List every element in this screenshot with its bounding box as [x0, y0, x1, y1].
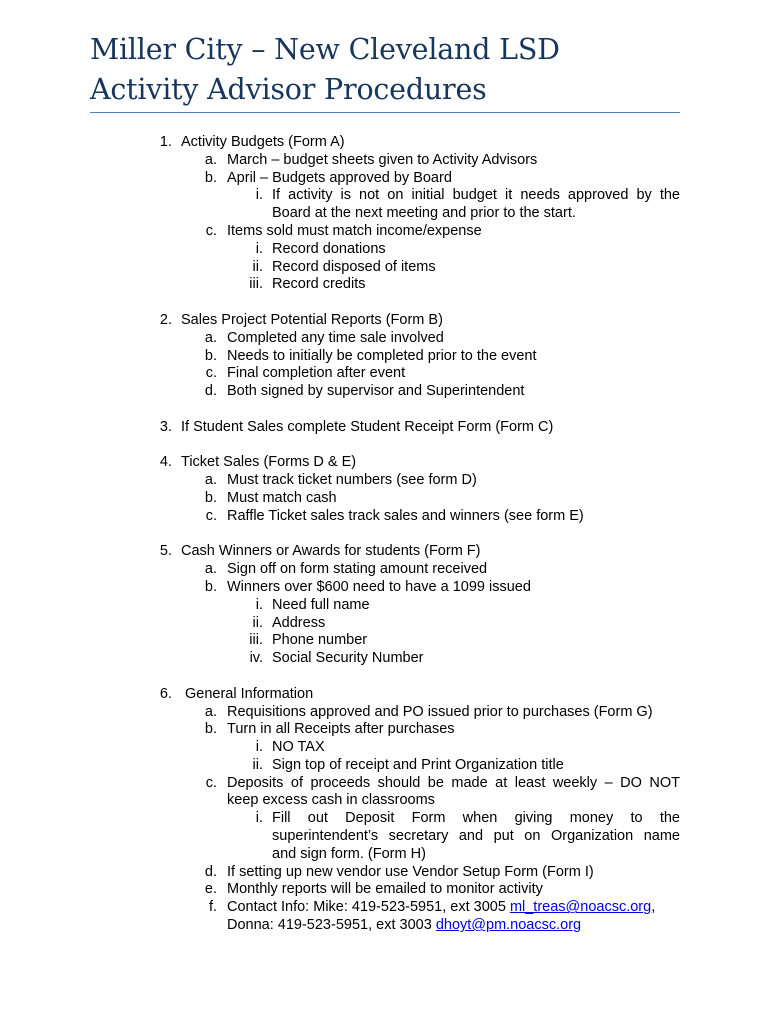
list-letter: a.: [204, 703, 217, 720]
list-item-6c-i-cont2: [0, 846, 770, 864]
list-number: 6.: [159, 685, 172, 702]
list-letter: d.: [204, 863, 217, 880]
list-item-6b: [0, 721, 770, 739]
list-roman: i.: [255, 187, 263, 204]
list-item-6c: [0, 775, 770, 793]
email-link-donna[interactable]: dhoyt@pm.noacsc.org: [435, 917, 582, 934]
list-text: and sign form. (Form H): [272, 845, 426, 862]
list-item-5: [0, 543, 770, 561]
list-item-6c-i: [0, 810, 770, 828]
list-number: 4.: [159, 454, 172, 471]
email-link-mike[interactable]: ml_treas@noacsc.org: [509, 899, 652, 916]
list-letter: c.: [205, 774, 217, 791]
list-text: April – Budgets approved by Board: [227, 169, 452, 186]
list-item-5a: [0, 561, 770, 579]
contact-text: ,: [651, 899, 656, 916]
list-text: If Student Sales complete Student Receipt Form (Form C): [181, 418, 554, 435]
list-item-6b-ii: [0, 757, 770, 775]
spacer: [0, 401, 770, 419]
list-letter: b.: [204, 489, 217, 506]
list-item-4b: [0, 490, 770, 508]
spacer: [0, 526, 770, 544]
list-text: Social Security Number: [272, 650, 424, 667]
list-letter: d.: [204, 383, 217, 400]
list-text: Ticket Sales (Forms D & E): [181, 454, 357, 471]
list-item-3: [0, 419, 770, 437]
list-text: Sign top of receipt and Print Organization title: [272, 756, 564, 773]
title-line-1: Miller City – New Cleveland LSD: [90, 33, 560, 66]
spacer: [0, 294, 770, 312]
list-text: Monthly reports will be emailed to monitor activity: [227, 881, 543, 898]
list-text: Record credits: [272, 276, 366, 293]
list-item-6b-i: [0, 739, 770, 757]
list-item-1c: [0, 223, 770, 241]
list-item-4: [0, 454, 770, 472]
list-item-6e: [0, 881, 770, 899]
list-number: 5.: [159, 543, 172, 560]
list-text: Record disposed of items: [272, 258, 436, 275]
list-text: Requisitions approved and PO issued prior to purchases (Form G): [227, 703, 653, 720]
list-roman: iv.: [249, 650, 263, 667]
list-text: Activity Budgets (Form A): [181, 134, 345, 150]
spacer: [0, 437, 770, 455]
list-roman: i.: [255, 739, 263, 756]
list-roman: i.: [255, 810, 263, 827]
list-text: General Information: [185, 685, 314, 702]
list-item-5b: [0, 579, 770, 597]
list-item-4c: [0, 508, 770, 526]
list-item-5b-i: [0, 597, 770, 615]
list-item-2b: [0, 348, 770, 366]
title-line-2: Activity Advisor Procedures: [90, 73, 487, 106]
list-text: Winners over $600 need to have a 1099 issued: [227, 578, 531, 595]
list-roman: iii.: [249, 632, 263, 649]
list-text: Final completion after event: [227, 365, 406, 382]
list-roman: ii.: [252, 614, 263, 631]
list-item-1b: [0, 170, 770, 188]
list-item-6: [0, 686, 770, 704]
page-title: [90, 30, 690, 110]
list-number: 1.: [159, 134, 172, 150]
list-item-4a: [0, 472, 770, 490]
list-item-5b-ii: [0, 615, 770, 633]
list-letter: b.: [204, 578, 217, 595]
list-item-6d: [0, 864, 770, 882]
contact-text: Contact Info: Mike: 419-523-5951, ext 3005: [227, 899, 510, 916]
list-item-1: [0, 134, 770, 152]
list-text: Completed any time sale involved: [227, 329, 444, 346]
list-item-2d: [0, 383, 770, 401]
list-letter: b.: [204, 169, 217, 186]
list-item-2c: [0, 365, 770, 383]
list-text: Turn in all Receipts after purchases: [227, 721, 455, 738]
list-text: superintendent’s secretary and put on Organization name: [272, 828, 680, 845]
list-letter: c.: [205, 222, 217, 239]
list-item-6f: [0, 899, 770, 917]
list-letter: c.: [205, 507, 217, 524]
contact-text: Donna: 419-523-5951, ext 3003: [227, 917, 436, 934]
list-item-1a: [0, 152, 770, 170]
list-item-5b-iii: [0, 632, 770, 650]
list-text: Cash Winners or Awards for students (Form F): [181, 543, 481, 560]
list-letter: c.: [205, 365, 217, 382]
list-roman: iii.: [249, 276, 263, 293]
list-text: Must match cash: [227, 489, 337, 506]
spacer: [0, 668, 770, 686]
list-letter: a.: [204, 329, 217, 346]
list-text: Fill out Deposit Form when giving money to the: [272, 810, 680, 827]
list-text: Board at the next meeting and prior to the start.: [272, 205, 576, 222]
contact-line: [227, 899, 655, 917]
list-item-2: [0, 312, 770, 330]
list-text: Items sold must match income/expense: [227, 222, 482, 239]
list-text: March – budget sheets given to Activity Advisors: [227, 151, 538, 168]
list-letter: a.: [204, 151, 217, 168]
list-item-6f-cont: [0, 917, 770, 935]
list-text: If setting up new vendor use Vendor Setup Form (Form I): [227, 863, 594, 880]
list-text: keep excess cash in classrooms: [227, 792, 435, 809]
list-roman: ii.: [252, 756, 263, 773]
list-item-1c-iii: [0, 276, 770, 294]
contact-line: [227, 917, 581, 935]
list-item-5b-iv: [0, 650, 770, 668]
list-item-2a: [0, 330, 770, 348]
title-divider: [90, 112, 680, 113]
list-roman: i.: [255, 240, 263, 257]
list-text: Both signed by supervisor and Superintendent: [227, 383, 525, 400]
list-item-6a: [0, 704, 770, 722]
list-item-6c-i-cont: [0, 828, 770, 846]
list-text: If activity is not on initial budget it needs approved by the: [272, 187, 680, 204]
list-letter: e.: [204, 881, 217, 898]
list-letter: a.: [204, 472, 217, 489]
list-text: Needs to initially be completed prior to the event: [227, 347, 537, 364]
list-item-1b-i: [0, 187, 770, 205]
list-text: NO TAX: [272, 739, 325, 756]
procedures-list: [0, 134, 770, 935]
list-item-1c-i: [0, 241, 770, 259]
list-roman: i.: [255, 596, 263, 613]
list-letter: b.: [204, 347, 217, 364]
list-letter: f.: [208, 899, 217, 916]
list-text: Phone number: [272, 632, 368, 649]
list-text: Must track ticket numbers (see form D): [227, 472, 477, 489]
list-text: Raffle Ticket sales track sales and winners (see form E): [227, 507, 584, 524]
list-item-1b-i-cont: [0, 205, 770, 223]
list-item-1c-ii: [0, 259, 770, 277]
list-text: Need full name: [272, 596, 370, 613]
list-text: Record donations: [272, 240, 386, 257]
list-text: Address: [272, 614, 326, 631]
list-letter: b.: [204, 721, 217, 738]
list-letter: a.: [204, 561, 217, 578]
list-roman: ii.: [252, 258, 263, 275]
list-number: 2.: [159, 311, 172, 328]
list-text: Sales Project Potential Reports (Form B): [181, 311, 443, 328]
list-number: 3.: [159, 418, 172, 435]
list-text: Sign off on form stating amount received: [227, 561, 488, 578]
list-text: Deposits of proceeds should be made at least weekly – DO NOT: [227, 774, 680, 791]
list-item-6c-cont: [0, 792, 770, 810]
